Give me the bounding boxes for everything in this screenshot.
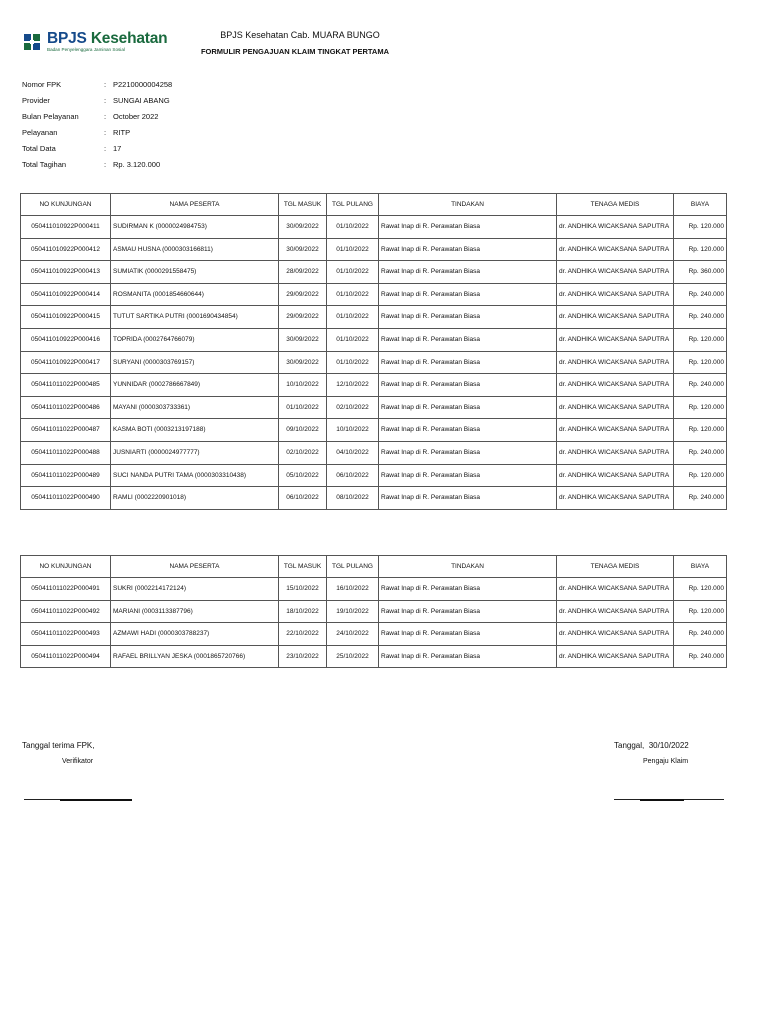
col-header-tgl-masuk: TGL MASUK bbox=[279, 194, 327, 216]
cell-tindakan: Rawat Inap di R. Perawatan Biasa bbox=[379, 396, 557, 419]
table-row bbox=[21, 487, 727, 510]
cell-tgl-masuk: 18/10/2022 bbox=[279, 600, 327, 623]
cell-tgl-masuk: 28/09/2022 bbox=[279, 261, 327, 284]
table-row bbox=[21, 238, 727, 261]
cell-tgl-pulang: 12/10/2022 bbox=[327, 374, 379, 397]
table-row bbox=[21, 578, 727, 601]
col-header-tgl-pulang: TGL PULANG bbox=[327, 194, 379, 216]
cell-biaya: Rp. 240.000 bbox=[674, 623, 727, 646]
col-header-no-kunjungan: NO KUNJUNGAN bbox=[21, 194, 111, 216]
cell-biaya: Rp. 240.000 bbox=[674, 645, 727, 668]
cell-tgl-pulang: 01/10/2022 bbox=[327, 306, 379, 329]
cell-tenaga-medis: dr. ANDHIKA WICAKSANA SAPUTRA bbox=[557, 600, 674, 623]
meta-value: 17 bbox=[113, 144, 122, 153]
table-row bbox=[21, 306, 727, 329]
table-row bbox=[21, 216, 727, 239]
meta-colon: : bbox=[104, 128, 107, 137]
table-header-row bbox=[21, 556, 727, 578]
cell-no-kunjungan: 050411011022P000485 bbox=[21, 374, 111, 397]
cell-tgl-masuk: 22/10/2022 bbox=[279, 623, 327, 646]
claims-table-1 bbox=[20, 193, 727, 510]
cell-tindakan: Rawat Inap di R. Perawatan Biasa bbox=[379, 374, 557, 397]
claims-table-2 bbox=[20, 555, 727, 668]
cell-no-kunjungan: 050411010922P000411 bbox=[21, 216, 111, 239]
col-header-biaya: BIAYA bbox=[674, 556, 727, 578]
cell-tgl-pulang: 24/10/2022 bbox=[327, 623, 379, 646]
cell-tgl-masuk: 29/09/2022 bbox=[279, 283, 327, 306]
cell-tgl-pulang: 19/10/2022 bbox=[327, 600, 379, 623]
cell-tgl-pulang: 16/10/2022 bbox=[327, 578, 379, 601]
cell-no-kunjungan: 050411011022P000486 bbox=[21, 396, 111, 419]
meta-colon: : bbox=[104, 112, 107, 121]
table-body-1 bbox=[21, 216, 727, 510]
cell-tindakan: Rawat Inap di R. Perawatan Biasa bbox=[379, 623, 557, 646]
cell-tenaga-medis: dr. ANDHIKA WICAKSANA SAPUTRA bbox=[557, 623, 674, 646]
form-title: FORMULIR PENGAJUAN KLAIM TINGKAT PERTAMA bbox=[200, 47, 390, 56]
cell-tgl-masuk: 10/10/2022 bbox=[279, 374, 327, 397]
cell-tindakan: Rawat Inap di R. Perawatan Biasa bbox=[379, 578, 557, 601]
cell-tenaga-medis: dr. ANDHIKA WICAKSANA SAPUTRA bbox=[557, 328, 674, 351]
cell-tgl-masuk: 01/10/2022 bbox=[279, 396, 327, 419]
cell-tgl-masuk: 30/09/2022 bbox=[279, 216, 327, 239]
cell-nama-peserta: SUCI NANDA PUTRI TAMA (0000303310438) bbox=[111, 464, 279, 487]
cell-biaya: Rp. 120.000 bbox=[674, 419, 727, 442]
cell-nama-peserta: YUNNIDAR (0002786667849) bbox=[111, 374, 279, 397]
cell-nama-peserta: KASMA BOTI (0003213197188) bbox=[111, 419, 279, 442]
cell-tgl-masuk: 02/10/2022 bbox=[279, 441, 327, 464]
col-header-nama-peserta: NAMA PESERTA bbox=[111, 194, 279, 216]
table-row bbox=[21, 464, 727, 487]
col-header-biaya: BIAYA bbox=[674, 194, 727, 216]
cell-tgl-pulang: 25/10/2022 bbox=[327, 645, 379, 668]
cell-biaya: Rp. 240.000 bbox=[674, 306, 727, 329]
cell-tgl-pulang: 01/10/2022 bbox=[327, 283, 379, 306]
meta-value: Rp. 3.120.000 bbox=[113, 160, 161, 169]
cell-tenaga-medis: dr. ANDHIKA WICAKSANA SAPUTRA bbox=[557, 464, 674, 487]
cell-nama-peserta: ASMAU HUSNA (0000303166811) bbox=[111, 238, 279, 261]
claim-date-value: 30/10/2022 bbox=[648, 741, 689, 750]
cell-tenaga-medis: dr. ANDHIKA WICAKSANA SAPUTRA bbox=[557, 419, 674, 442]
cell-biaya: Rp. 120.000 bbox=[674, 600, 727, 623]
cell-tenaga-medis: dr. ANDHIKA WICAKSANA SAPUTRA bbox=[557, 216, 674, 239]
table-row bbox=[21, 600, 727, 623]
col-header-tenaga-medis: TENAGA MEDIS bbox=[557, 556, 674, 578]
cell-no-kunjungan: 050411011022P000490 bbox=[21, 487, 111, 510]
claimant-label: Pengaju Klaim bbox=[643, 758, 689, 765]
cell-no-kunjungan: 050411010922P000412 bbox=[21, 238, 111, 261]
cell-biaya: Rp. 360.000 bbox=[674, 261, 727, 284]
cell-tenaga-medis: dr. ANDHIKA WICAKSANA SAPUTRA bbox=[557, 441, 674, 464]
cell-no-kunjungan: 050411010922P000413 bbox=[21, 261, 111, 284]
table-row bbox=[21, 396, 727, 419]
meta-label: Total Data bbox=[22, 144, 56, 153]
table-row bbox=[21, 328, 727, 351]
table-row bbox=[21, 261, 727, 284]
cell-tgl-pulang: 01/10/2022 bbox=[327, 261, 379, 284]
table-body-2 bbox=[21, 578, 727, 668]
meta-label: Provider bbox=[22, 96, 50, 105]
table-row bbox=[21, 645, 727, 668]
cell-nama-peserta: SUMIATIK (0000291558475) bbox=[111, 261, 279, 284]
cell-tindakan: Rawat Inap di R. Perawatan Biasa bbox=[379, 283, 557, 306]
cell-tgl-masuk: 30/09/2022 bbox=[279, 328, 327, 351]
claim-date bbox=[614, 741, 689, 750]
cell-biaya: Rp. 120.000 bbox=[674, 216, 727, 239]
cell-tindakan: Rawat Inap di R. Perawatan Biasa bbox=[379, 464, 557, 487]
cell-tgl-pulang: 01/10/2022 bbox=[327, 328, 379, 351]
meta-colon: : bbox=[104, 96, 107, 105]
cell-no-kunjungan: 050411011022P000492 bbox=[21, 600, 111, 623]
cell-tindakan: Rawat Inap di R. Perawatan Biasa bbox=[379, 261, 557, 284]
cell-tenaga-medis: dr. ANDHIKA WICAKSANA SAPUTRA bbox=[557, 261, 674, 284]
cell-no-kunjungan: 050411010922P000416 bbox=[21, 328, 111, 351]
cell-tgl-masuk: 15/10/2022 bbox=[279, 578, 327, 601]
meta-value: RITP bbox=[113, 128, 131, 137]
cell-nama-peserta: SURYANI (0000303769157) bbox=[111, 351, 279, 374]
logo-wordmark: BPJS Kesehatan bbox=[47, 30, 168, 47]
cell-tgl-pulang: 02/10/2022 bbox=[327, 396, 379, 419]
cell-tgl-masuk: 09/10/2022 bbox=[279, 419, 327, 442]
received-date-label: Tanggal terima FPK, bbox=[22, 741, 95, 750]
meta-label: Bulan Pelayanan bbox=[22, 112, 79, 121]
meta-colon: : bbox=[104, 144, 107, 153]
cell-tgl-pulang: 10/10/2022 bbox=[327, 419, 379, 442]
cell-tenaga-medis: dr. ANDHIKA WICAKSANA SAPUTRA bbox=[557, 396, 674, 419]
cell-nama-peserta: MARIANI (0003113387796) bbox=[111, 600, 279, 623]
cell-biaya: Rp. 120.000 bbox=[674, 464, 727, 487]
cell-nama-peserta: TUTUT SARTIKA PUTRI (0001690434854) bbox=[111, 306, 279, 329]
cell-tenaga-medis: dr. ANDHIKA WICAKSANA SAPUTRA bbox=[557, 306, 674, 329]
table-row bbox=[21, 283, 727, 306]
cell-tgl-masuk: 06/10/2022 bbox=[279, 487, 327, 510]
cell-tgl-pulang: 01/10/2022 bbox=[327, 238, 379, 261]
meta-label: Total Tagihan bbox=[22, 160, 67, 169]
cell-tindakan: Rawat Inap di R. Perawatan Biasa bbox=[379, 328, 557, 351]
cell-tindakan: Rawat Inap di R. Perawatan Biasa bbox=[379, 441, 557, 464]
cell-tenaga-medis: dr. ANDHIKA WICAKSANA SAPUTRA bbox=[557, 238, 674, 261]
col-header-tgl-pulang: TGL PULANG bbox=[327, 556, 379, 578]
verifier-signature-line bbox=[24, 799, 132, 800]
verifier-label: Verifikator bbox=[62, 758, 94, 765]
col-header-nama-peserta: NAMA PESERTA bbox=[111, 556, 279, 578]
cell-tenaga-medis: dr. ANDHIKA WICAKSANA SAPUTRA bbox=[557, 283, 674, 306]
cell-nama-peserta: SUKRI (0002214172124) bbox=[111, 578, 279, 601]
meta-colon: : bbox=[104, 80, 107, 89]
col-header-tindakan: TINDAKAN bbox=[379, 556, 557, 578]
meta-label: Pelayanan bbox=[22, 128, 58, 137]
col-header-no-kunjungan: NO KUNJUNGAN bbox=[21, 556, 111, 578]
claim-date-label: Tanggal, bbox=[614, 741, 645, 750]
cell-nama-peserta: TOPRIDA (0002764766079) bbox=[111, 328, 279, 351]
cell-tenaga-medis: dr. ANDHIKA WICAKSANA SAPUTRA bbox=[557, 374, 674, 397]
cell-biaya: Rp. 240.000 bbox=[674, 441, 727, 464]
col-header-tindakan: TINDAKAN bbox=[379, 194, 557, 216]
cell-biaya: Rp. 240.000 bbox=[674, 487, 727, 510]
cell-nama-peserta: JUSNIARTI (0000024977777) bbox=[111, 441, 279, 464]
cell-tenaga-medis: dr. ANDHIKA WICAKSANA SAPUTRA bbox=[557, 351, 674, 374]
cell-no-kunjungan: 050411011022P000489 bbox=[21, 464, 111, 487]
cell-tindakan: Rawat Inap di R. Perawatan Biasa bbox=[379, 351, 557, 374]
claimant-signature-line bbox=[614, 799, 724, 800]
office-name: BPJS Kesehatan Cab. MUARA BUNGO bbox=[220, 30, 380, 40]
cell-biaya: Rp. 120.000 bbox=[674, 328, 727, 351]
cell-tgl-pulang: 06/10/2022 bbox=[327, 464, 379, 487]
cell-no-kunjungan: 050411010922P000414 bbox=[21, 283, 111, 306]
cell-tindakan: Rawat Inap di R. Perawatan Biasa bbox=[379, 216, 557, 239]
col-header-tgl-masuk: TGL MASUK bbox=[279, 556, 327, 578]
cell-no-kunjungan: 050411011022P000491 bbox=[21, 578, 111, 601]
cell-no-kunjungan: 050411011022P000487 bbox=[21, 419, 111, 442]
meta-value: SUNGAI ABANG bbox=[113, 96, 170, 105]
cell-biaya: Rp. 120.000 bbox=[674, 396, 727, 419]
table-header-row bbox=[21, 194, 727, 216]
cell-no-kunjungan: 050411011022P000494 bbox=[21, 645, 111, 668]
cell-tindakan: Rawat Inap di R. Perawatan Biasa bbox=[379, 645, 557, 668]
cell-tgl-pulang: 04/10/2022 bbox=[327, 441, 379, 464]
cell-tgl-masuk: 29/09/2022 bbox=[279, 306, 327, 329]
cell-no-kunjungan: 050411010922P000417 bbox=[21, 351, 111, 374]
logo-tagline: Badan Penyelenggara Jaminan Sosial bbox=[47, 47, 125, 52]
table-row bbox=[21, 419, 727, 442]
cell-tindakan: Rawat Inap di R. Perawatan Biasa bbox=[379, 487, 557, 510]
meta-label: Nomor FPK bbox=[22, 80, 62, 89]
cell-tgl-masuk: 30/09/2022 bbox=[279, 351, 327, 374]
meta-value: P2210000004258 bbox=[113, 80, 173, 89]
cell-no-kunjungan: 050411011022P000488 bbox=[21, 441, 111, 464]
cell-nama-peserta: MAYANI (0000303733361) bbox=[111, 396, 279, 419]
cell-no-kunjungan: 050411011022P000493 bbox=[21, 623, 111, 646]
table-row bbox=[21, 623, 727, 646]
cell-tgl-masuk: 30/09/2022 bbox=[279, 238, 327, 261]
table-row bbox=[21, 441, 727, 464]
cell-tgl-pulang: 08/10/2022 bbox=[327, 487, 379, 510]
meta-colon: : bbox=[104, 160, 107, 169]
table-row bbox=[21, 374, 727, 397]
cell-biaya: Rp. 120.000 bbox=[674, 351, 727, 374]
meta-value: October 2022 bbox=[113, 112, 159, 121]
cell-tenaga-medis: dr. ANDHIKA WICAKSANA SAPUTRA bbox=[557, 487, 674, 510]
cell-tgl-pulang: 01/10/2022 bbox=[327, 351, 379, 374]
cell-biaya: Rp. 240.000 bbox=[674, 374, 727, 397]
cell-biaya: Rp. 120.000 bbox=[674, 238, 727, 261]
col-header-tenaga-medis: TENAGA MEDIS bbox=[557, 194, 674, 216]
cell-biaya: Rp. 120.000 bbox=[674, 578, 727, 601]
cell-biaya: Rp. 240.000 bbox=[674, 283, 727, 306]
cell-nama-peserta: RAMLI (0002220901018) bbox=[111, 487, 279, 510]
cell-tindakan: Rawat Inap di R. Perawatan Biasa bbox=[379, 419, 557, 442]
cell-nama-peserta: SUDIRMAN K (0000024984753) bbox=[111, 216, 279, 239]
cell-tgl-pulang: 01/10/2022 bbox=[327, 216, 379, 239]
cell-tindakan: Rawat Inap di R. Perawatan Biasa bbox=[379, 600, 557, 623]
cell-nama-peserta: ROSMANITA (0001854660644) bbox=[111, 283, 279, 306]
cell-tindakan: Rawat Inap di R. Perawatan Biasa bbox=[379, 238, 557, 261]
cell-tgl-masuk: 23/10/2022 bbox=[279, 645, 327, 668]
cell-tenaga-medis: dr. ANDHIKA WICAKSANA SAPUTRA bbox=[557, 645, 674, 668]
cell-nama-peserta: RAFAEL BRILLYAN JESKA (0001865720766) bbox=[111, 645, 279, 668]
cell-tenaga-medis: dr. ANDHIKA WICAKSANA SAPUTRA bbox=[557, 578, 674, 601]
cell-tgl-masuk: 05/10/2022 bbox=[279, 464, 327, 487]
cell-tindakan: Rawat Inap di R. Perawatan Biasa bbox=[379, 306, 557, 329]
cell-no-kunjungan: 050411010922P000415 bbox=[21, 306, 111, 329]
table-row bbox=[21, 351, 727, 374]
cell-nama-peserta: AZMAWI HADI (0000303788237) bbox=[111, 623, 279, 646]
